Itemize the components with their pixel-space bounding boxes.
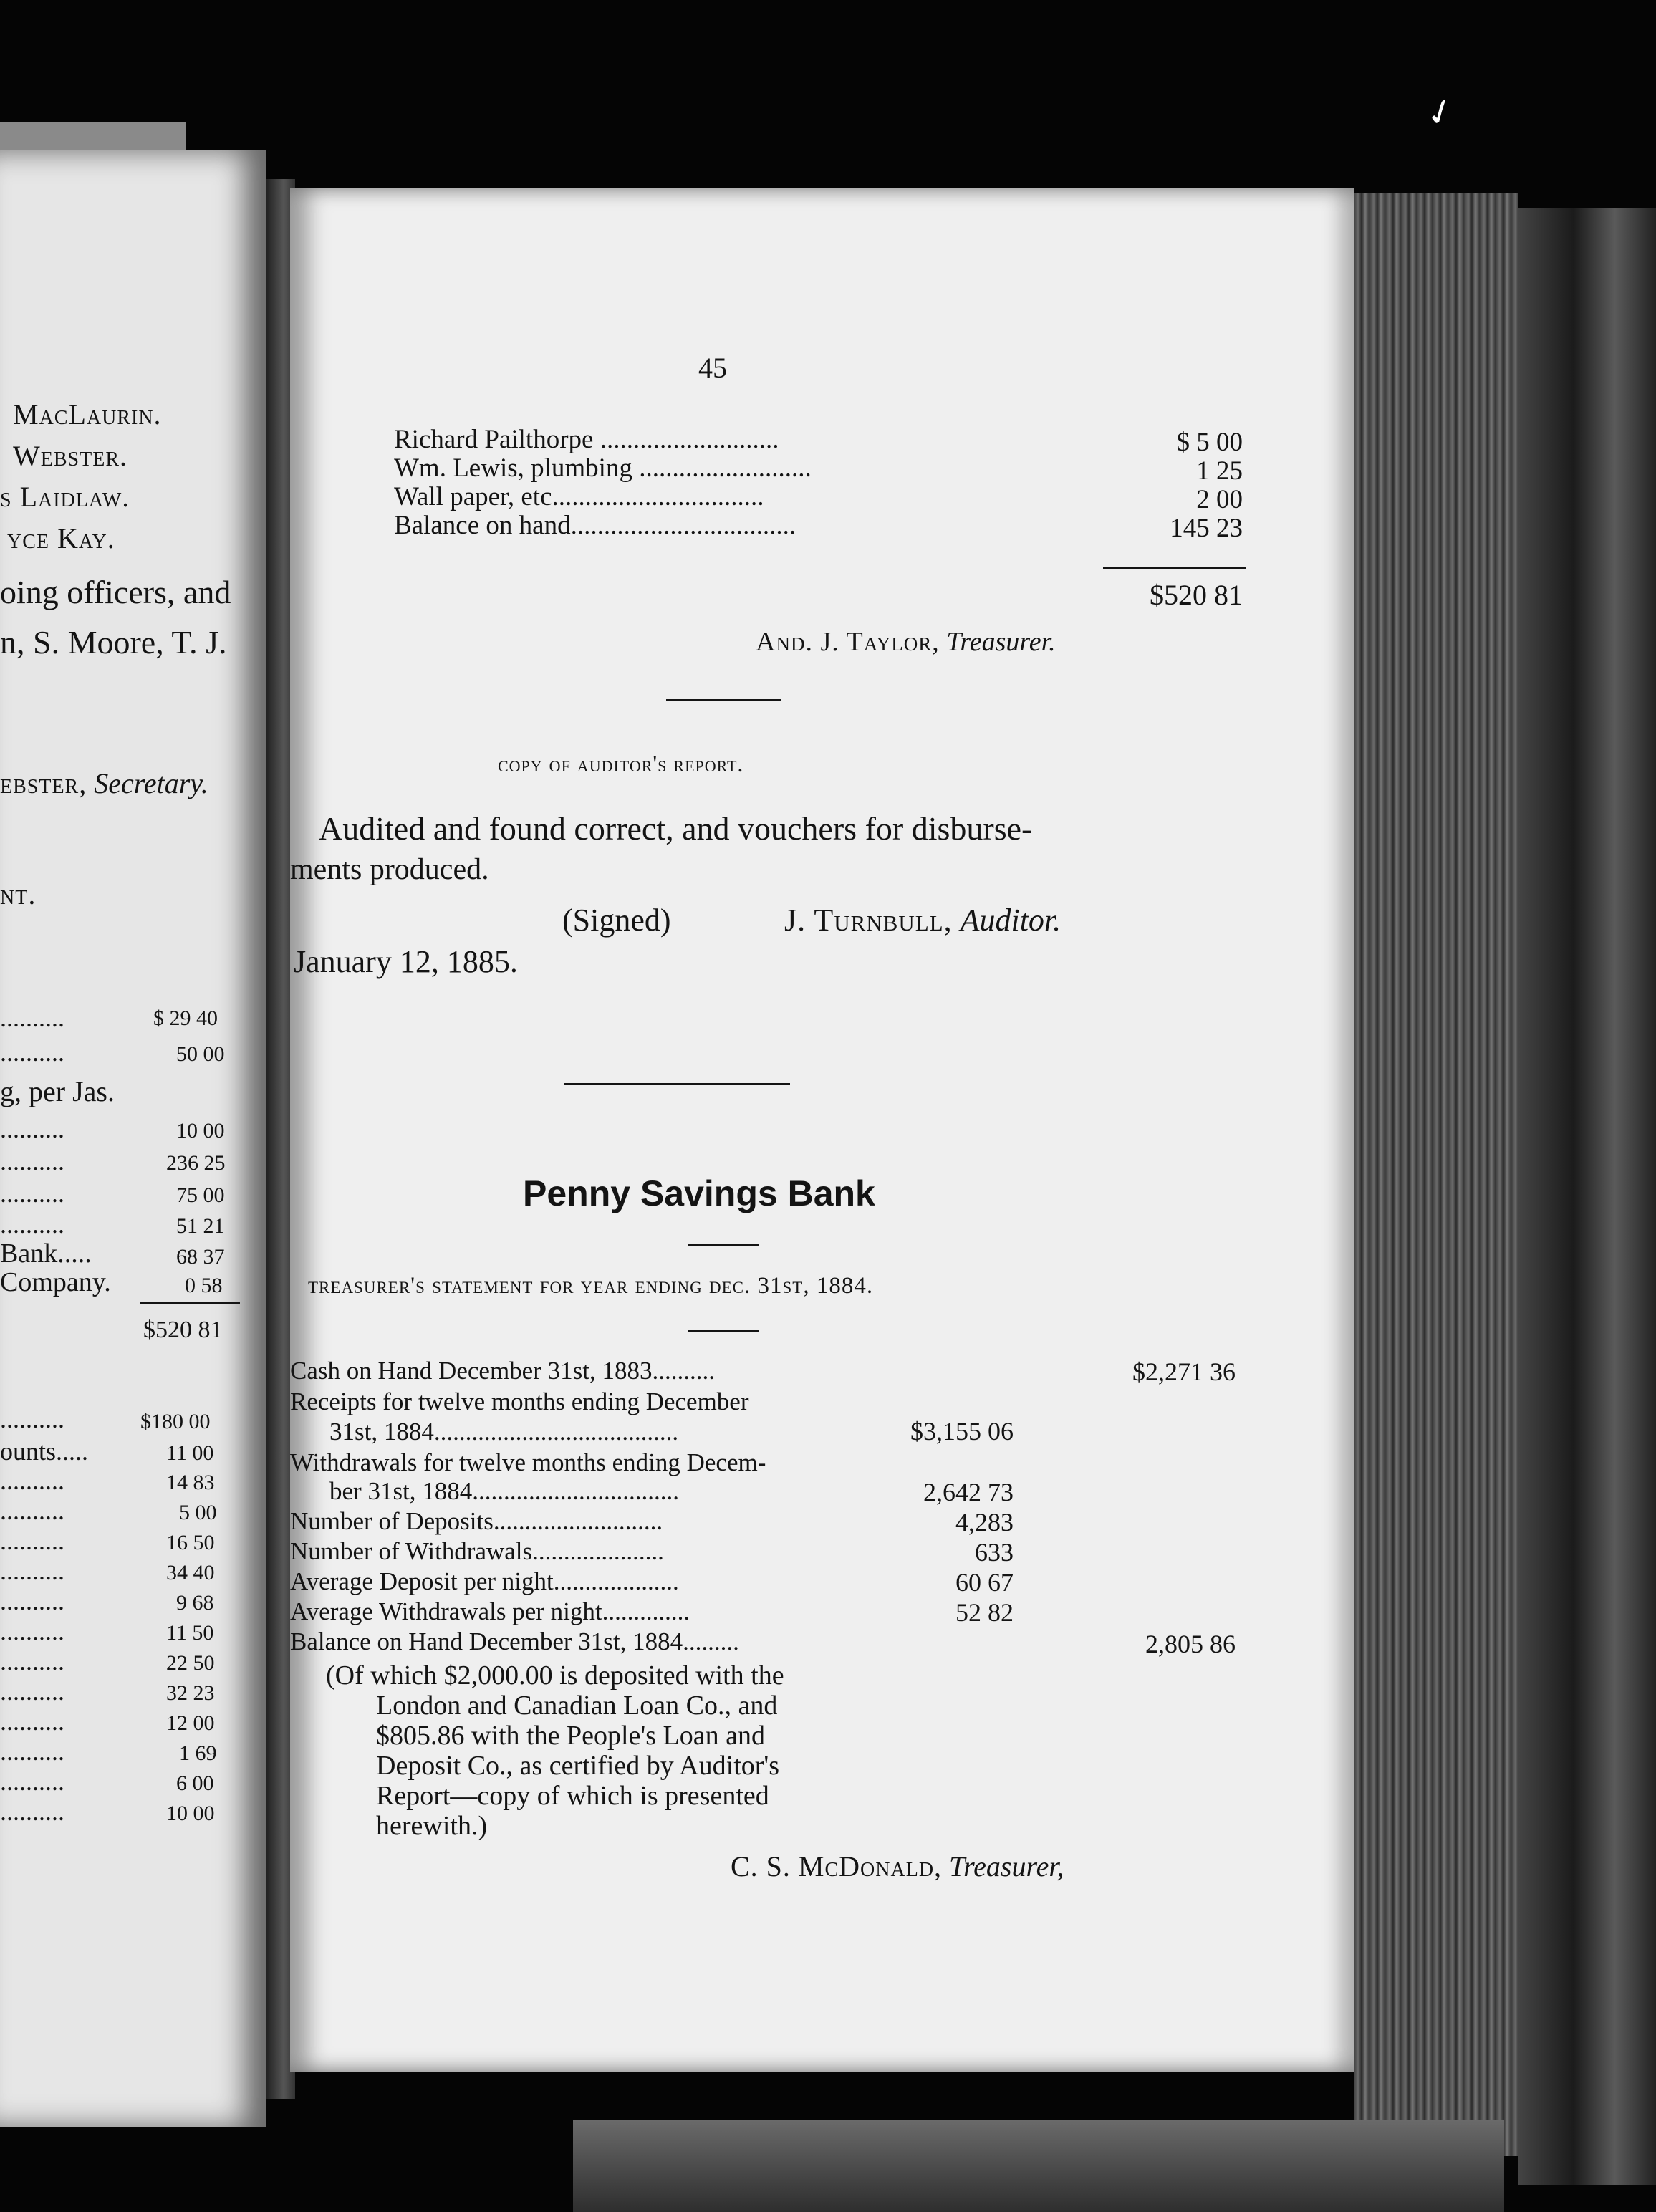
section-divider: [688, 1244, 759, 1246]
auditor-text-line: ments produced.: [290, 853, 489, 886]
left-total: $520 81: [143, 1317, 223, 1343]
list-item-amount: 2 00: [1196, 485, 1243, 514]
statement-inner-amount: 633: [975, 1538, 1014, 1567]
list-item: ..........: [0, 1526, 64, 1555]
list-item-amount: 0 58: [185, 1274, 223, 1297]
list-item-amount: 11 50: [166, 1621, 214, 1645]
treasurer-title: Treasurer.: [946, 627, 1056, 657]
left-name-line: MacLaurin.: [13, 398, 162, 431]
list-item-amount: 68 37: [176, 1245, 225, 1269]
left-text-line: oing officers, and: [0, 574, 231, 610]
auditor-signature: [784, 902, 1061, 938]
list-item-amount: 51 21: [176, 1214, 225, 1238]
statement-outer-amount: $2,271 36: [1132, 1357, 1236, 1386]
section-divider: [666, 699, 781, 701]
list-item: Balance on hand..................................: [394, 511, 796, 540]
list-item-amount: 11 00: [166, 1441, 214, 1465]
list-item: Wall paper, etc................................: [394, 482, 764, 511]
statement-row: Average Deposit per night....................: [290, 1567, 679, 1595]
statement-inner-amount: 2,642 73: [923, 1478, 1014, 1506]
list-item: ..........: [0, 1677, 64, 1706]
note-line: London and Canadian Loan Co., and: [376, 1691, 778, 1721]
right-page: [290, 188, 1354, 2072]
note-line: herewith.): [376, 1811, 488, 1841]
section-divider: [688, 1330, 759, 1332]
book-bottom-edge: [573, 2120, 1504, 2212]
list-item: ..........: [0, 1767, 64, 1796]
list-item: ..........: [0, 1115, 64, 1143]
left-text-line: n, S. Moore, T. J.: [0, 624, 227, 660]
left-page: [0, 150, 266, 2127]
statement-row: Balance on Hand December 31st, 1884.........: [290, 1627, 739, 1655]
list-item-amount: 16 50: [166, 1531, 215, 1554]
statement-row: Withdrawals for twelve months ending Decem-: [290, 1448, 766, 1476]
list-item-amount: $ 29 40: [153, 1006, 218, 1030]
list-item-amount: 75 00: [176, 1183, 225, 1207]
list-item: ..........: [0, 1737, 64, 1766]
list-item: Bank.....: [0, 1239, 92, 1269]
statement-inner-amount: $3,155 06: [910, 1417, 1014, 1446]
treasurer-signature: [756, 626, 1056, 658]
list-item: Wm. Lewis, plumbing ..........................: [394, 453, 812, 483]
list-item-amount: 34 40: [166, 1561, 215, 1585]
left-secretary-title: Secretary.: [94, 767, 208, 799]
left-section-heading: nt.: [0, 878, 37, 910]
list-item-amount: 1 25: [1196, 456, 1243, 486]
list-item-amount: 9 68: [176, 1591, 214, 1615]
statement-heading: treasurer's statement for year ending dec. 31st, 1884.: [308, 1273, 874, 1299]
statement-row: Number of Withdrawals.....................: [290, 1537, 664, 1565]
list-item-amount: 1 69: [179, 1741, 217, 1765]
list-item-amount: 50 00: [176, 1042, 225, 1066]
list-item: ..........: [0, 1466, 64, 1495]
auditor-date: January 12, 1885.: [294, 944, 518, 979]
check-mark-icon: ✓: [1419, 88, 1462, 137]
treasurer-name: C. S. McDonald,: [731, 1850, 943, 1882]
note-line: $805.86 with the People's Loan and: [376, 1721, 765, 1751]
list-item-amount: $180 00: [140, 1410, 211, 1433]
page-number: 45: [698, 352, 727, 384]
list-item: ..........: [0, 1405, 64, 1433]
left-total-rule: [140, 1302, 240, 1304]
left-name-line: s Laidlaw.: [0, 481, 130, 513]
expense-total: $520 81: [1150, 579, 1243, 611]
list-item-amount: 6 00: [176, 1771, 214, 1795]
list-item: ounts.....: [0, 1437, 89, 1466]
list-item: ..........: [0, 1707, 64, 1736]
statement-row: 31st, 1884.......................................: [329, 1418, 679, 1446]
statement-outer-amount: 2,805 86: [1145, 1630, 1236, 1658]
auditor-text-line: Audited and found correct, and vouchers for disburse-: [319, 810, 1033, 847]
list-item: ..........: [0, 1797, 64, 1826]
statement-inner-amount: 4,283: [955, 1508, 1014, 1537]
list-item-amount: 22 50: [166, 1651, 215, 1675]
note-line: Report—copy of which is presented: [376, 1781, 769, 1811]
statement-row: Receipts for twelve months ending December: [290, 1388, 749, 1415]
bank-title: Penny Savings Bank: [523, 1173, 875, 1213]
list-item: Company.: [0, 1267, 111, 1297]
left-secretary-line: [0, 766, 208, 800]
list-item: ..........: [0, 1038, 64, 1067]
list-item-amount: 10 00: [176, 1119, 225, 1143]
list-item-amount: 12 00: [166, 1711, 215, 1735]
list-item: ..........: [0, 1647, 64, 1675]
statement-inner-amount: 60 67: [955, 1568, 1014, 1597]
expense-total-rule: [1103, 567, 1246, 569]
statement-row: Average Withdrawals per night..............: [290, 1597, 690, 1625]
treasurer-signature-2: [731, 1850, 1064, 1883]
statement-row: Cash on Hand December 31st, 1883..........: [290, 1357, 715, 1385]
left-name-line: yce Kay.: [7, 522, 115, 554]
list-item: g, per Jas.: [0, 1075, 115, 1107]
list-item-amount: 10 00: [166, 1802, 215, 1825]
book-cover-edge: [1518, 208, 1656, 2185]
note-line: (Of which $2,000.00 is deposited with the: [326, 1660, 784, 1691]
book-page-edges: [1354, 193, 1518, 2156]
list-item: ..........: [0, 1496, 64, 1525]
left-secretary-name: ebster,: [0, 767, 87, 799]
note-line: Deposit Co., as certified by Auditor's: [376, 1751, 780, 1781]
list-item-amount: 236 25: [166, 1151, 226, 1175]
list-item: ..........: [0, 1557, 64, 1585]
signed-label: (Signed): [562, 903, 671, 938]
treasurer-name: And. J. Taylor,: [756, 627, 940, 657]
list-item-amount: 32 23: [166, 1681, 215, 1705]
treasurer-title: Treasurer,: [949, 1850, 1064, 1882]
statement-row: Number of Deposits...........................: [290, 1507, 663, 1535]
list-item-amount: 5 00: [179, 1501, 217, 1524]
list-item: ..........: [0, 1617, 64, 1645]
list-item-amount: $ 5 00: [1176, 428, 1243, 457]
list-item: ..........: [0, 1210, 64, 1239]
list-item: Richard Pailthorpe ...........................: [394, 425, 779, 454]
auditor-title: Auditor.: [960, 903, 1062, 938]
list-item: ..........: [0, 1587, 64, 1615]
left-name-line: Webster.: [13, 440, 127, 472]
list-item-amount: 14 83: [166, 1471, 215, 1494]
statement-inner-amount: 52 82: [955, 1598, 1014, 1627]
section-divider: [564, 1083, 790, 1085]
auditor-heading: copy of auditor's report.: [498, 751, 744, 776]
list-item: ..........: [0, 1147, 64, 1175]
list-item: ..........: [0, 1004, 64, 1032]
statement-row: ber 31st, 1884.................................: [329, 1477, 680, 1505]
list-item: ..........: [0, 1179, 64, 1208]
list-item-amount: 145 23: [1170, 514, 1243, 543]
auditor-name: J. Turnbull,: [784, 903, 953, 938]
